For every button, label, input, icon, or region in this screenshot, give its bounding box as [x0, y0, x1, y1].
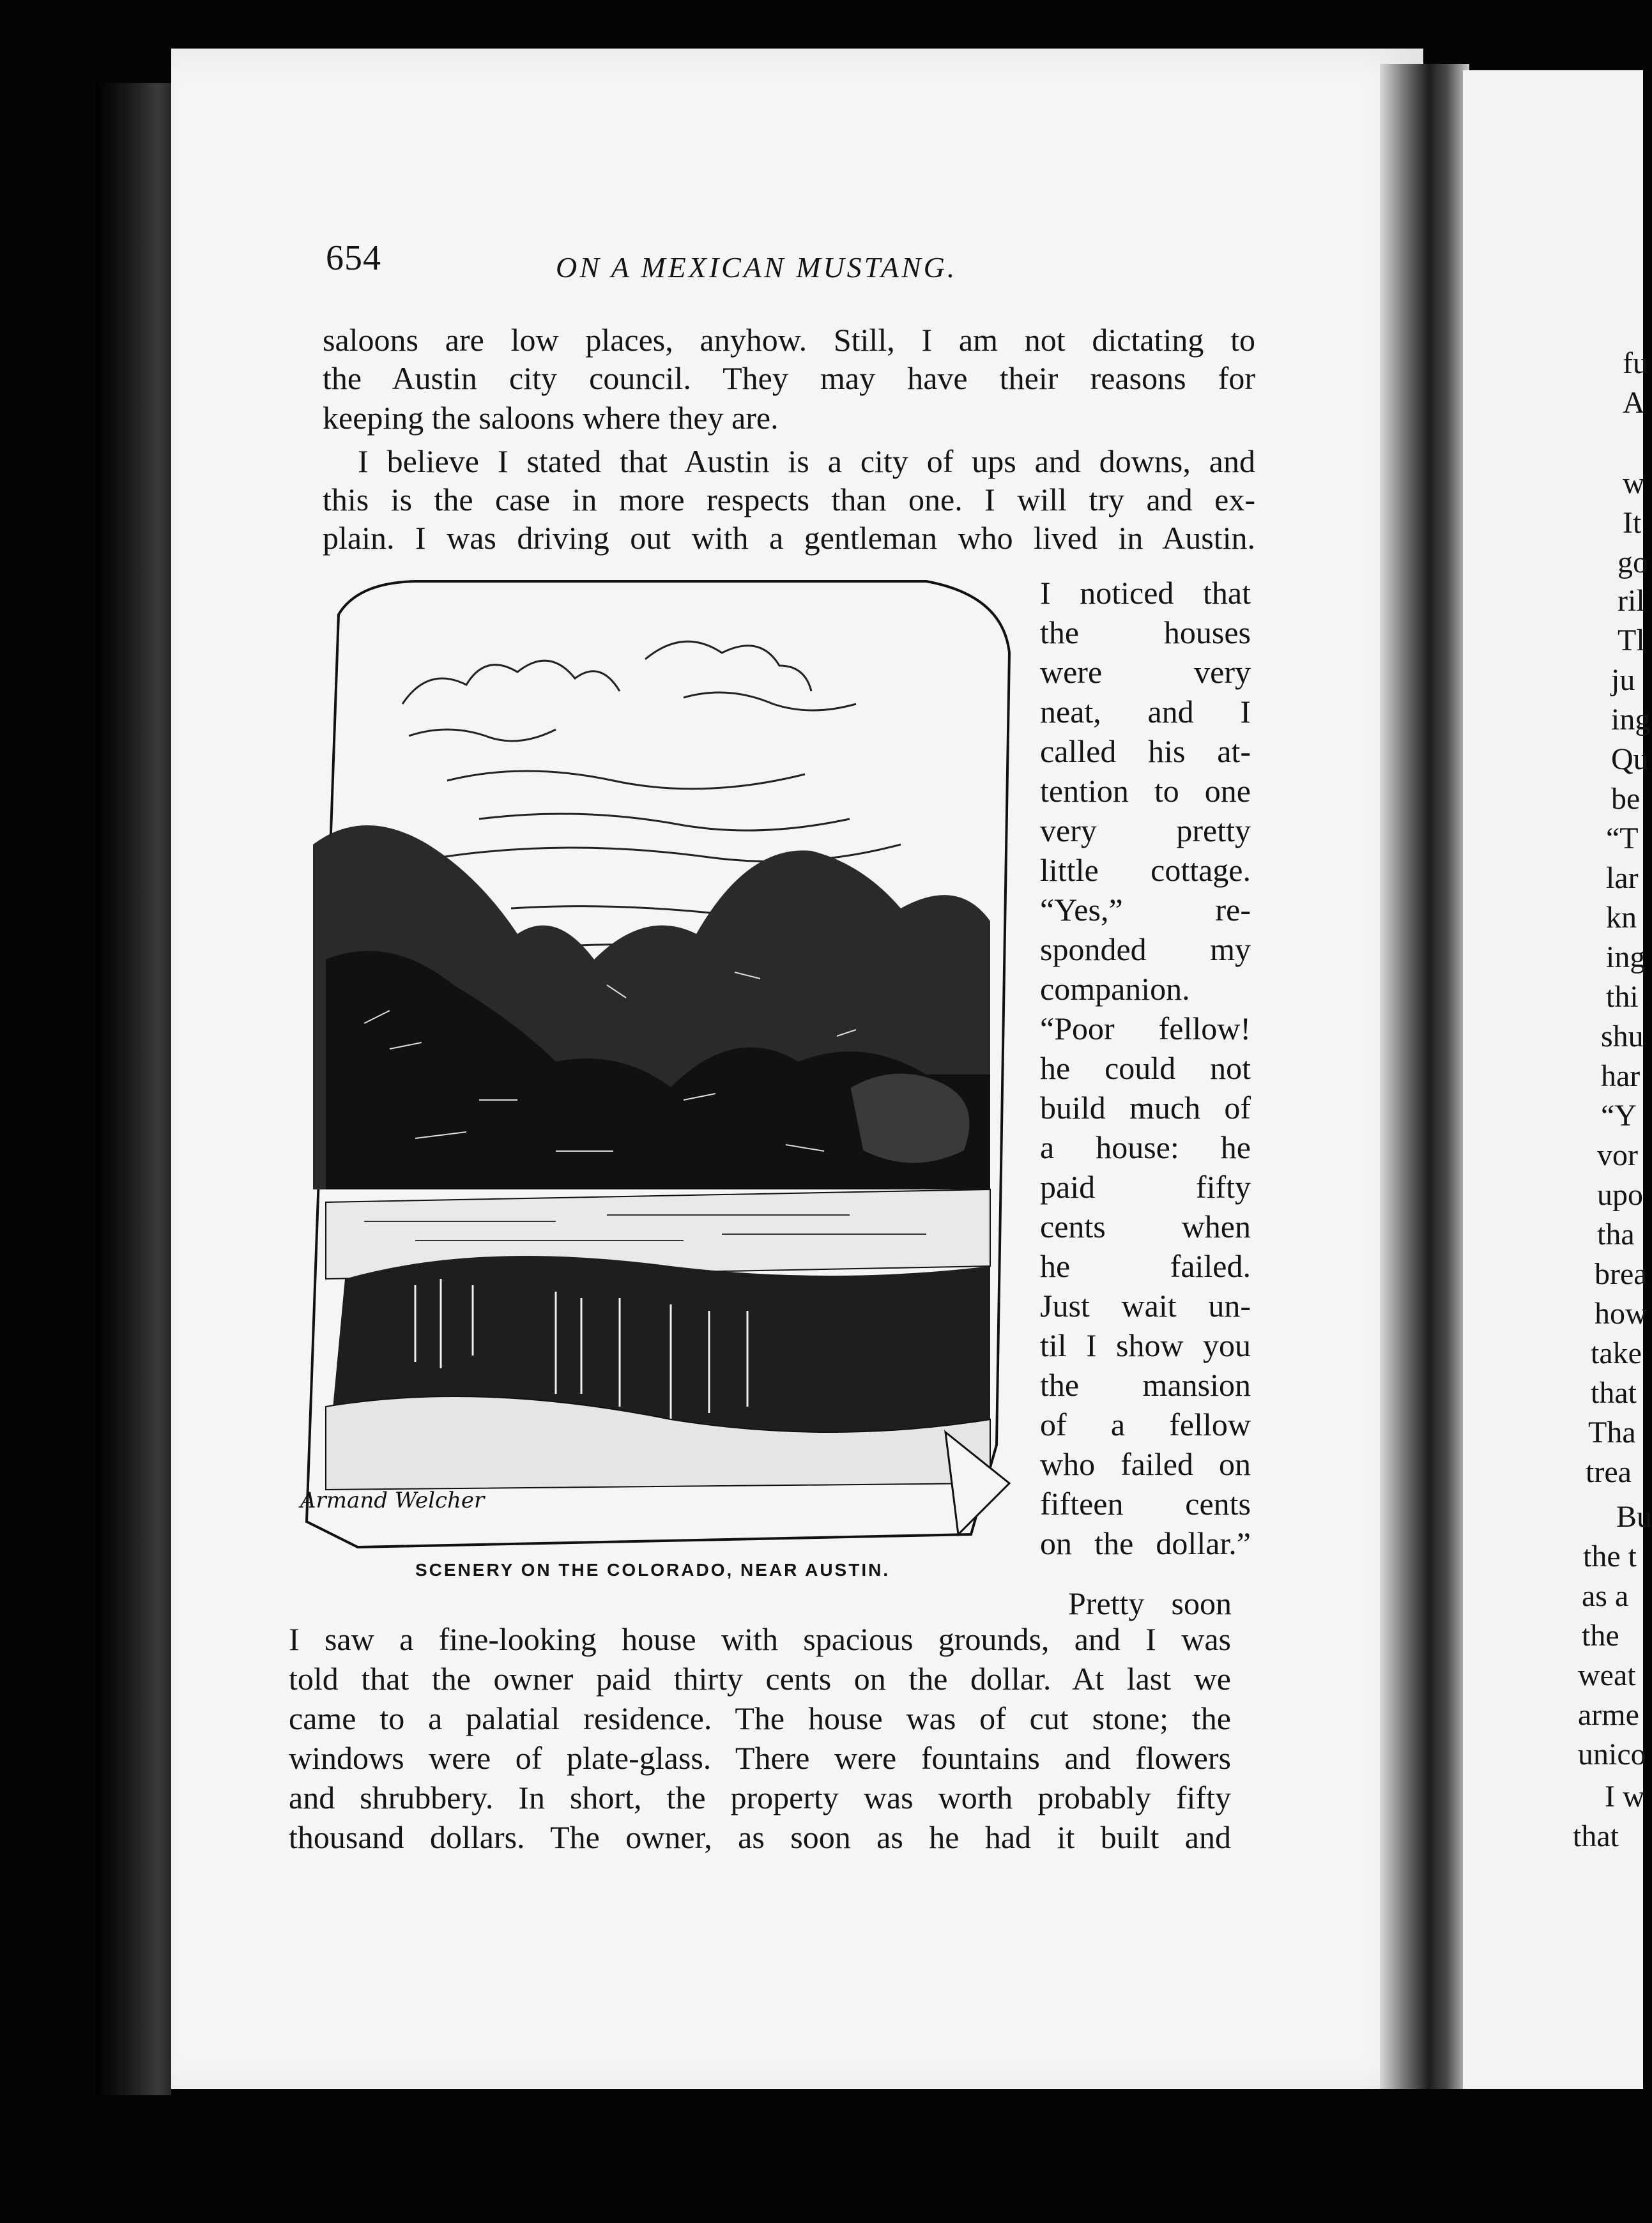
facing-text: the: [1582, 1619, 1619, 1653]
text-line: told that the owner paid thirty cents on the dollar. At last we: [289, 1661, 1231, 1697]
facing-text: ju: [1611, 663, 1635, 697]
facing-text: “Y: [1601, 1099, 1637, 1133]
text-line: companion.: [1040, 971, 1190, 1007]
text-line: saloons are low places, anyhow. Still, I am not dictating to: [323, 322, 1255, 358]
facing-text: go: [1618, 546, 1648, 579]
facing-text: that: [1591, 1376, 1637, 1410]
facing-text: Tha: [1588, 1416, 1636, 1449]
text-line: he could not: [1040, 1050, 1251, 1086]
facing-text: It: [1623, 506, 1642, 540]
text-line: build much of: [1040, 1090, 1251, 1126]
text-line: who failed on: [1040, 1446, 1251, 1482]
text-line: little cottage.: [1040, 852, 1251, 888]
facing-text: lar: [1606, 861, 1639, 895]
text-line: thousand dollars. The owner, as soon as he had it built and: [289, 1819, 1231, 1855]
facing-text: weat: [1578, 1658, 1636, 1692]
text-line: I saw a fine-looking house with spacious grounds, and I was: [289, 1621, 1231, 1657]
facing-text: Bu: [1616, 1500, 1652, 1534]
text-line: this is the case in more respects than one. I will try and ex-: [323, 482, 1255, 517]
facing-text: as a: [1582, 1579, 1629, 1613]
facing-text: Qu: [1611, 742, 1649, 776]
text-line: I noticed that: [1040, 575, 1251, 611]
text-line: til I show you: [1040, 1327, 1251, 1363]
facing-text: w: [1623, 466, 1645, 500]
text-line: called his at-: [1040, 733, 1251, 769]
text-line: Pretty soon: [1068, 1585, 1232, 1621]
facing-text: I w: [1605, 1780, 1645, 1814]
facing-text: upo: [1597, 1178, 1643, 1212]
text-line: came to a palatial residence. The house was of cut stone; the: [289, 1700, 1231, 1736]
text-line: cents when: [1040, 1209, 1251, 1244]
facing-text: vor: [1597, 1138, 1638, 1172]
text-line: keeping the saloons where they are.: [323, 400, 779, 436]
text-line: plain. I was driving out with a gentleman who lived in Austin.: [323, 520, 1255, 556]
text-line: I believe I stated that Austin is a city of ups and downs, and: [358, 443, 1255, 479]
page-number: 654: [326, 238, 381, 278]
text-line: of a fellow: [1040, 1407, 1251, 1442]
facing-text: be: [1611, 782, 1641, 816]
facing-text: how: [1595, 1297, 1648, 1331]
facing-text: “T: [1606, 821, 1639, 855]
facing-text: unico: [1578, 1738, 1646, 1771]
facing-text: the t: [1583, 1539, 1637, 1573]
facing-text: kn: [1606, 901, 1637, 935]
text-line: were very: [1040, 654, 1251, 690]
facing-text: ril: [1618, 584, 1645, 618]
facing-text: thi: [1606, 980, 1639, 1014]
illustration-caption: SCENERY ON THE COLORADO, NEAR AUSTIN.: [415, 1560, 891, 1580]
facing-text: trea: [1586, 1455, 1632, 1489]
text-line: “Yes,” re-: [1040, 892, 1251, 928]
facing-text: that: [1573, 1819, 1619, 1853]
text-line: Just wait un-: [1040, 1288, 1251, 1324]
bottom-shadow: [171, 2089, 1643, 2223]
facing-text: shu: [1601, 1020, 1644, 1053]
text-line: paid fifty: [1040, 1169, 1251, 1205]
facing-text: take: [1591, 1336, 1642, 1370]
facing-text: A: [1623, 386, 1645, 420]
text-line: fifteen cents: [1040, 1486, 1251, 1522]
text-line: tention to one: [1040, 773, 1251, 809]
text-line: very pretty: [1040, 813, 1251, 848]
text-line: the Austin city council. They may have their reasons for: [323, 360, 1255, 396]
running-head: ON A MEXICAN MUSTANG.: [556, 251, 958, 284]
text-line: the houses: [1040, 615, 1251, 650]
svg-text:Armand Welcher: Armand Welcher: [300, 1488, 485, 1513]
facing-text: brea: [1595, 1257, 1648, 1291]
text-line: windows were of plate-glass. There were fountains and flowers: [289, 1740, 1231, 1776]
facing-text: ing: [1611, 703, 1651, 737]
text-line: a house: he: [1040, 1129, 1251, 1165]
facing-text: har: [1601, 1059, 1641, 1093]
river-scenery-illustration: [287, 576, 1022, 1547]
book-spine-shadow: [96, 83, 179, 2095]
text-line: sponded my: [1040, 931, 1251, 967]
text-line: on the dollar.”: [1040, 1525, 1251, 1561]
facing-text: fu: [1623, 346, 1648, 380]
facing-text: ing: [1606, 940, 1646, 974]
facing-text: arme: [1578, 1698, 1639, 1732]
text-line: the mansion: [1040, 1367, 1251, 1403]
text-line: he failed.: [1040, 1248, 1251, 1284]
text-line: and shrubbery. In short, the property was worth probably fifty: [289, 1780, 1231, 1815]
text-line: “Poor fellow!: [1040, 1011, 1251, 1046]
facing-text: tha: [1597, 1218, 1635, 1251]
book-gutter: [1380, 64, 1469, 2108]
text-line: neat, and I: [1040, 694, 1251, 730]
facing-text: Tl: [1618, 623, 1645, 657]
